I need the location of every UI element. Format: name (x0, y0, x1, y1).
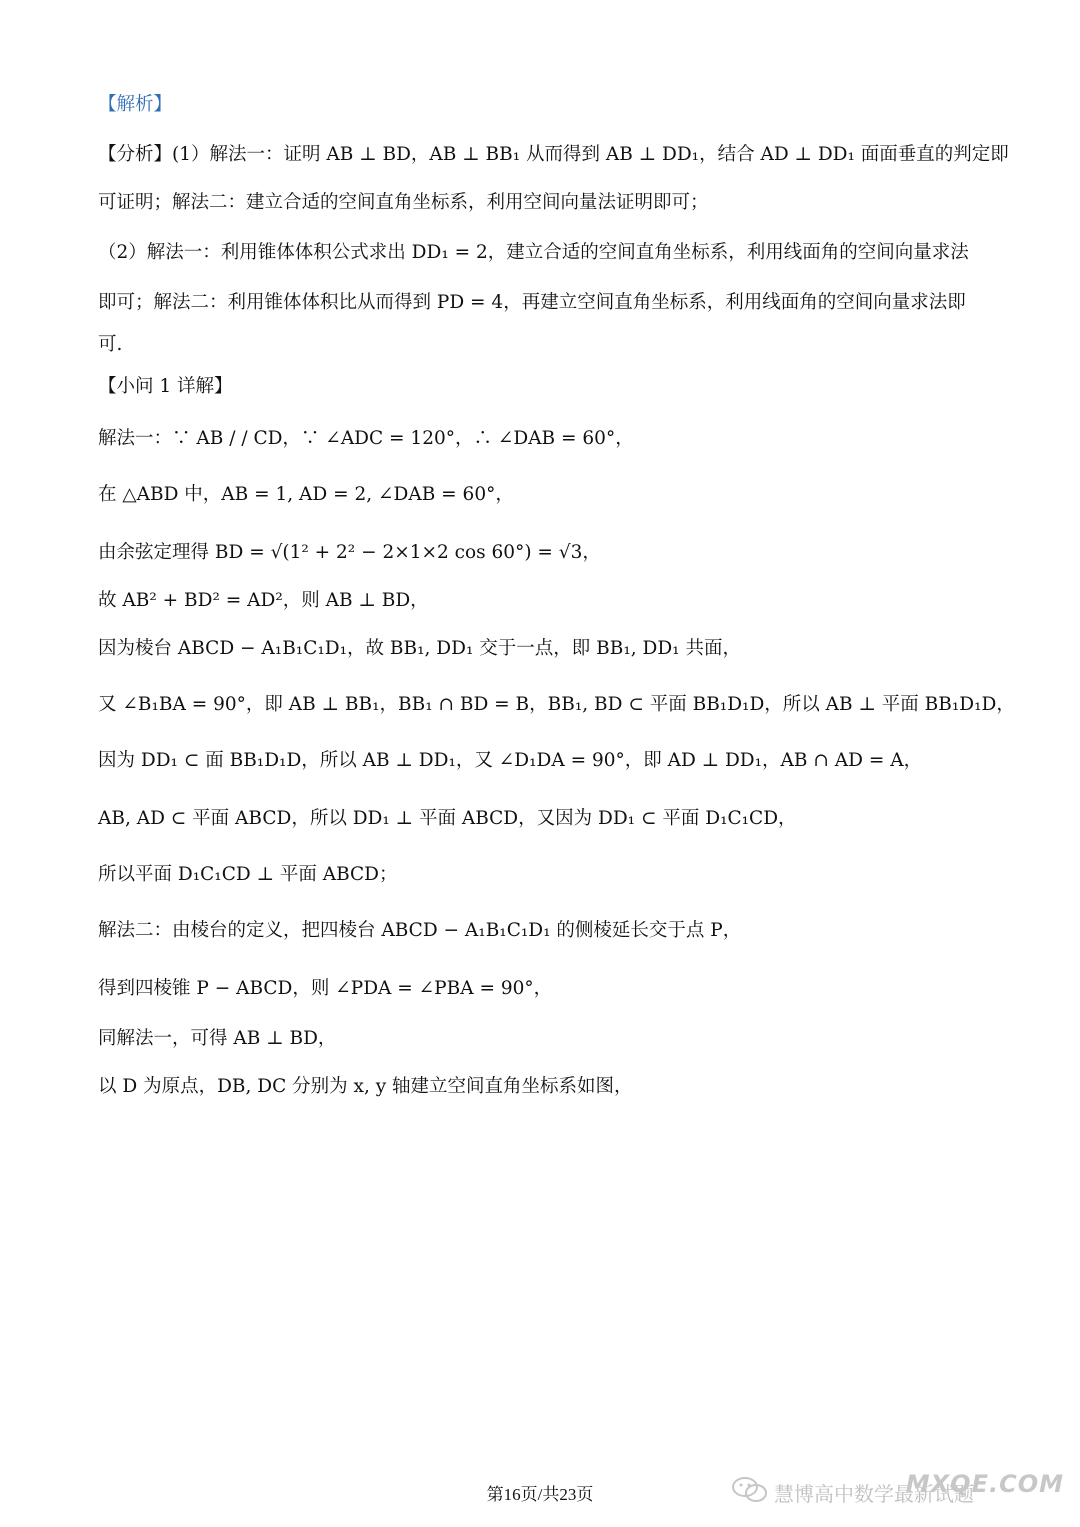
text-line: 故 AB² + BD² = AD²，则 AB ⊥ BD， (98, 590, 429, 611)
text-line: 可证明；解法二：建立合适的空间直角坐标系，利用空间向量法证明即可； (98, 192, 709, 213)
text-line: 在 △ABD 中，AB = 1, AD = 2, ∠DAB = 60°， (98, 484, 514, 505)
text-line: 又 ∠B₁BA = 90°，即 AB ⊥ BB₁，BB₁ ∩ BD = B，BB₁, BD ⊂ 平面 BB₁D₁D，所以 AB ⊥ 平面 BB₁D₁D， (98, 694, 1015, 715)
text-line: 可. (98, 334, 123, 355)
text-line: 即可；解法二：利用锥体体积比从而得到 PD = 4，再建立空间直角坐标系，利用线面角的空间向量求法即 (98, 292, 966, 313)
watermark-text: 慧博高中数学最新试题 (774, 1482, 974, 1506)
section-heading: 【解析】 (98, 94, 173, 115)
watermark (730, 1468, 1070, 1512)
watermark-logo: MXQE.COM (905, 1470, 1064, 1498)
text-line: 【分析】(1）解法一：证明 AB ⊥ BD，AB ⊥ BB₁ 从而得到 AB ⊥ DD₁，结合 AD ⊥ DD₁ 面面垂直的判定即 (98, 144, 1009, 165)
page-footer: 第16页/共23页 (486, 1485, 594, 1504)
text-line: AB, AD ⊂ 平面 ABCD，所以 DD₁ ⊥ 平面 ABCD，又因为 DD₁ ⊂ 平面 D₁C₁CD， (98, 808, 797, 829)
text-line: 所以平面 D₁C₁CD ⊥ 平面 ABCD； (98, 864, 398, 885)
text-line: 同解法一，可得 AB ⊥ BD， (98, 1028, 337, 1049)
text-line: 解法二：由棱台的定义，把四棱台 ABCD − A₁B₁C₁D₁ 的侧棱延长交于点 P， (98, 920, 742, 941)
subsection-heading: 【小问 1 详解】 (98, 376, 233, 397)
text-line: 以 D 为原点，DB, DC 分别为 x, y 轴建立空间直角坐标系如图， (98, 1076, 633, 1097)
text-line: 得到四棱锥 P − ABCD，则 ∠PDA = ∠PBA = 90°， (98, 978, 553, 999)
text-line: 因为棱台 ABCD − A₁B₁C₁D₁，故 BB₁, DD₁ 交于一点，即 BB₁, DD₁ 共面， (98, 638, 741, 659)
text-line: （2）解法一：利用锥体体积公式求出 DD₁ = 2，建立合适的空间直角坐标系，利用线面角的空间向量求法 (98, 242, 969, 263)
text-line: 因为 DD₁ ⊂ 面 BB₁D₁D，所以 AB ⊥ DD₁，又 ∠D₁DA = 90°，即 AD ⊥ DD₁，AB ∩ AD = A， (98, 750, 923, 771)
wechat-icon (732, 1476, 768, 1508)
text-line: 解法一：∵ AB / / CD，∵ ∠ADC = 120°，∴ ∠DAB = 60°， (98, 428, 634, 449)
text-line: 由余弦定理得 BD = √(1² + 2² − 2×1×2 cos 60°) = √3， (98, 542, 601, 563)
